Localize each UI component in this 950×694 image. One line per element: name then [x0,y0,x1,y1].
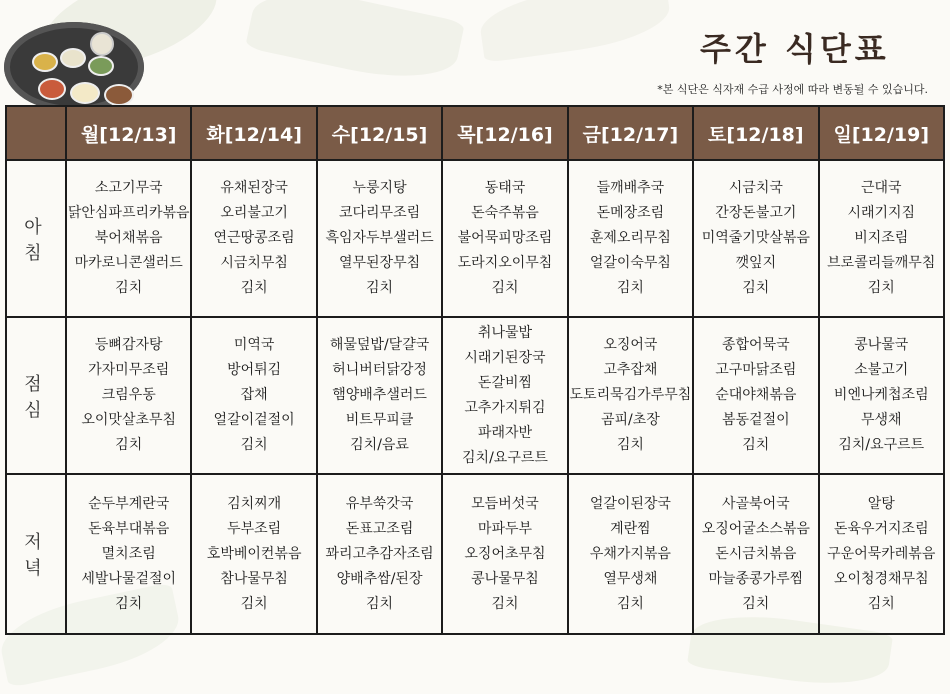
page-title: 주간 식단표 [700,30,890,68]
dish-item: 돈갈비찜 [477,374,533,391]
dish-item: 콩나물무침 [471,570,539,587]
dish-item: 호박베이컨볶음 [206,545,302,562]
menu-cell [66,474,191,634]
dish-item: 곰피/초장 [600,412,660,428]
menu-cell [191,317,316,474]
dish-item: 얼갈이숙무침 [589,255,671,271]
dish-item: 우채가지볶음 [589,545,671,562]
background-leaf [477,0,674,63]
dish-item: 등뼈감자탕 [94,337,163,353]
dish-item: 김치/요구르트 [462,449,548,466]
dish-item: 사골북어국 [722,495,790,512]
food-dish [104,84,134,106]
menu-cell [819,317,944,474]
menu-cell [442,474,567,634]
dish-item: 구운어묵카레볶음 [827,545,936,562]
dish-item: 시래기된장국 [464,349,546,366]
dish-item: 얼갈이겉절이 [213,412,295,428]
corner-cell [6,106,66,160]
dish-item: 소불고기 [854,362,909,378]
dish-item: 고추잡채 [603,362,658,378]
dish-item: 종합어묵국 [722,337,790,353]
dish-item: 비트무피클 [345,412,414,428]
dish-item: 김치 [491,595,519,612]
dish-item: 오리불고기 [220,205,288,221]
dish-item: 양배추쌈/된장 [336,570,423,587]
dish-item: 돈육우거지조림 [833,520,929,537]
day-header: 월[12/13] [66,106,191,160]
food-bowl [90,32,114,56]
dish-item: 미역줄기맛살볶음 [701,230,810,246]
menu-cell [66,160,191,317]
dish-item: 마카로니콘샐러드 [74,255,183,271]
dish-item: 봄동겉절이 [722,412,790,428]
food-dish [88,56,114,76]
dish-item: 김치 [867,280,895,296]
dish-item: 김치 [742,437,770,453]
dish-item: 방어튀김 [227,362,282,378]
menu-cell [693,160,818,317]
dish-item: 파래자반 [477,424,533,441]
day-header: 수[12/15] [317,106,442,160]
dish-item: 불어묵피망조림 [457,230,553,246]
dish-item: 잡채 [240,387,268,403]
dish-item: 열무생채 [603,570,658,587]
dish-item: 김치 [616,280,644,296]
dish-item: 연근땅콩조림 [213,230,295,246]
dish-item: 햄양배추샐러드 [332,387,427,403]
dish-item: 김치 [742,280,770,296]
menu-cell [191,160,316,317]
dish-item: 돈메장조림 [596,205,665,221]
dish-item: 시금치국 [728,180,783,196]
dish-item: 고구마닭조림 [715,362,797,378]
menu-cell [819,474,944,634]
dish-item: 들깨배추국 [596,180,665,196]
food-dish [32,52,58,72]
dish-item: 오징어초무침 [464,545,546,562]
dish-item: 마늘종콩가루찜 [708,570,804,587]
dish-item: 코다리무조림 [338,205,421,221]
dish-item: 김치 [240,595,268,612]
dish-item: 알탕 [867,495,895,512]
menu-cell [819,160,944,317]
food-dish [38,78,66,100]
meal-label: 아 침 [6,160,66,317]
meal-label: 저 녁 [6,474,66,634]
dish-item: 크림우동 [101,387,156,403]
dish-item: 김치 [366,595,394,612]
menu-cell [66,317,191,474]
dish-item: 김치 [616,595,644,612]
dish-item: 훈제오리무침 [589,230,671,246]
day-header: 토[12/18] [693,106,818,160]
dish-item: 김치/요구르트 [838,437,925,453]
dish-item: 브로콜리들깨무침 [827,255,936,271]
dish-item: 김치 [491,280,519,296]
dish-item: 가자미무조림 [88,362,170,378]
dish-item: 비지조림 [854,230,909,246]
dish-item: 돈육부대볶음 [88,520,170,537]
dish-item: 콩나물국 [854,337,909,353]
dish-item: 미역국 [233,337,275,353]
dish-item: 유부쑥갓국 [345,495,414,512]
dish-item: 김치/음료 [350,437,409,453]
day-header: 일[12/19] [819,106,944,160]
menu-cell [693,317,818,474]
dish-item: 김치 [240,280,268,296]
background-leaf [245,0,465,91]
day-header-row [6,106,944,160]
dish-item: 흑임자두부샐러드 [325,230,434,246]
menu-table [5,105,945,635]
dish-item: 마파두부 [477,520,533,537]
dish-item: 취나물밥 [477,324,533,341]
menu-cell [693,474,818,634]
dish-item: 모듬버섯국 [471,495,539,512]
dish-item: 멸치조림 [101,545,156,562]
menu-cell [317,160,442,317]
dish-item: 닭안심파프리카볶음 [67,205,190,221]
dish-item: 돈숙주볶음 [471,205,539,221]
food-dish [60,48,86,68]
dish-item: 김치 [742,595,770,612]
dish-item: 해물덮밥/달걀국 [329,337,430,353]
dish-item: 누룽지탕 [352,180,407,196]
meal-row [6,160,944,317]
dish-item: 무생채 [860,412,902,428]
dish-item: 오이청경채무침 [833,570,929,587]
menu-cell [568,474,693,634]
dish-item: 도토리묵김가루무침 [569,387,692,403]
notice-text: *본 식단은 식자재 수급 사정에 따라 변동될 수 있습니다. [657,83,928,96]
dish-item: 얼갈이된장국 [589,495,671,512]
dish-item: 고추가지튀김 [464,399,546,416]
dish-item: 도라지오이무침 [457,255,553,271]
dish-item: 북어채볶음 [94,230,163,246]
menu-cell [442,317,567,474]
dish-item: 김치 [867,595,895,612]
day-header: 금[12/17] [568,106,693,160]
meal-row [6,317,944,474]
dish-item: 동태국 [484,180,526,196]
dish-item: 허니버터닭강정 [332,362,427,378]
dish-item: 계란찜 [610,520,651,537]
dish-item: 김치 [115,595,143,612]
day-header: 화[12/14] [191,106,316,160]
dish-item: 오징어굴소스볶음 [701,520,810,537]
dish-item: 시래기지짐 [847,205,916,221]
menu-cell [442,160,567,317]
dish-item: 김치 [115,437,143,453]
dish-item: 참나물무침 [220,570,288,587]
dish-item: 근대국 [860,180,902,196]
dish-item: 김치 [115,280,143,296]
dish-item: 오이맛살초무침 [81,412,177,428]
dish-item: 깻잎지 [735,255,777,271]
dish-item: 유채된장국 [220,180,288,196]
dish-item: 간장돈불고기 [715,205,797,221]
dish-item: 돈시금치볶음 [715,545,797,562]
menu-cell [568,160,693,317]
food-tray-image [4,22,144,112]
day-header: 목[12/16] [442,106,567,160]
menu-cell [317,474,442,634]
dish-item: 시금치무침 [220,255,288,271]
dish-item: 꽈리고추감자조림 [325,545,434,562]
dish-item: 오징어국 [603,337,658,353]
menu-cell [317,317,442,474]
dish-item: 세발나물겉절이 [81,570,177,587]
dish-item: 비엔나케첩조림 [833,387,929,403]
dish-item: 김치찌개 [227,495,282,512]
dish-item: 김치 [616,437,644,453]
meal-row [6,474,944,634]
dish-item: 열무된장무침 [338,255,421,271]
dish-item: 김치 [366,280,394,296]
dish-item: 김치 [240,437,268,453]
menu-cell [568,317,693,474]
dish-item: 소고기무국 [94,180,163,196]
food-dish [70,82,100,104]
dish-item: 돈표고조림 [345,520,414,537]
meal-label: 점 심 [6,317,66,474]
dish-item: 순두부계란국 [88,495,170,512]
dish-item: 두부조림 [227,520,282,537]
menu-cell [191,474,316,634]
dish-item: 순대야채볶음 [715,387,797,403]
